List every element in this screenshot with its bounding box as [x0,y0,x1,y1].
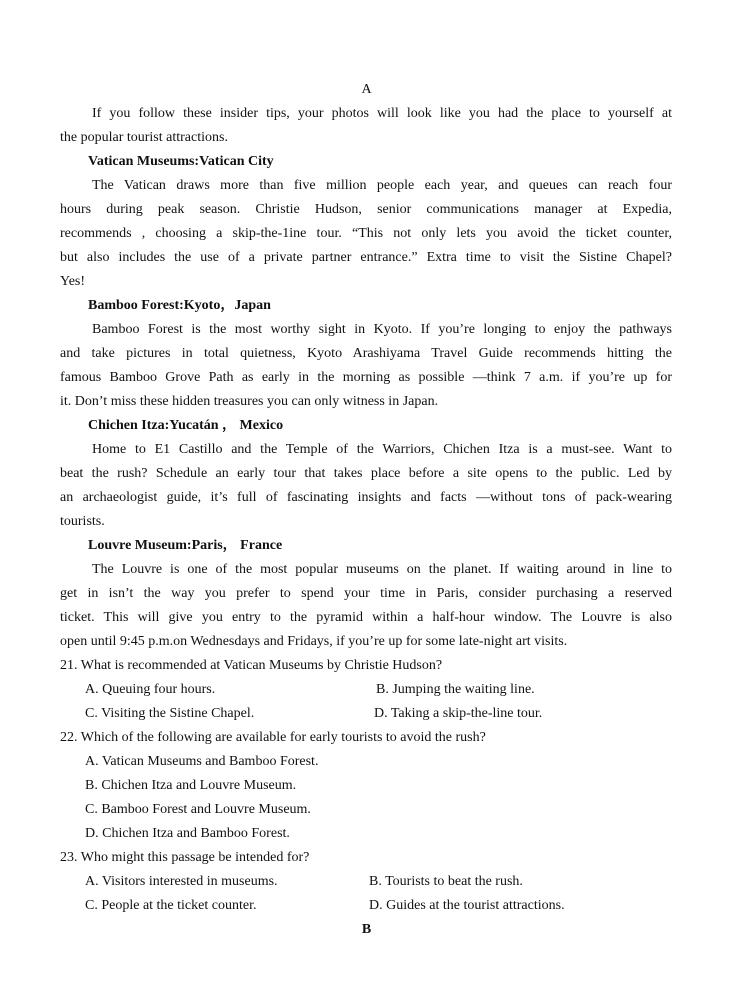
question-23-option-a: A. Visitors interested in museums. [85,874,278,889]
question-23-option-d: D. Guides at the tourist attractions. [369,898,565,913]
question-22-option-d: D. Chichen Itza and Bamboo Forest. [85,826,290,841]
section-a-heading: A [361,82,372,97]
chichen-title: Chichen Itza:Yucatán ， Mexico [88,418,284,433]
question-22-option-b: B. Chichen Itza and Louvre Museum. [85,778,297,793]
chichen-line-2: beat the rush? Schedule an early tour that takes place before a site opens to the public. Led by [60,466,672,481]
bamboo-title: Bamboo Forest:Kyoto，Japan [88,298,271,313]
chichen-line-4: tourists. [60,514,105,529]
vatican-line-2: hours during peak season. Christie Hudson, senior communications manager at Expedia, [60,202,672,217]
intro-line-1: If you follow these insider tips, your photos will look like you had the place to yourself at [92,106,672,121]
question-21-stem: 21. What is recommended at Vatican Museums by Christie Hudson? [60,658,443,673]
question-22-option-c: C. Bamboo Forest and Louvre Museum. [85,802,311,817]
question-22-option-a: A. Vatican Museums and Bamboo Forest. [85,754,319,769]
louvre-line-3: ticket. This will give you entry to the pyramid within a half-hour window. The Louvre is also [60,610,672,625]
chichen-line-3: an archaeologist guide, it’s full of fascinating insights and facts —without tons of pack-wearing [60,490,672,505]
bamboo-line-2: and take pictures in total quietness, Kyoto Arashiyama Travel Guide recommends hitting the [60,346,672,361]
question-23-option-b: B. Tourists to beat the rush. [369,874,523,889]
bamboo-line-1: Bamboo Forest is the most worthy sight in Kyoto. If you’re longing to enjoy the pathways [92,322,672,337]
louvre-title: Louvre Museum:Paris， France [88,538,283,553]
louvre-line-4: open until 9:45 p.m.on Wednesdays and Fridays, if you’re up for some late-night art visits. [60,634,568,649]
vatican-title: Vatican Museums:Vatican City [88,154,274,169]
question-21-option-b: B. Jumping the waiting line. [376,682,535,697]
bamboo-line-4: it. Don’t miss these hidden treasures you can only witness in Japan. [60,394,439,409]
chichen-line-1: Home to E1 Castillo and the Temple of the Warriors, Chichen Itza is a must-see. Want to [92,442,672,457]
question-21-option-c: C. Visiting the Sistine Chapel. [85,706,255,721]
louvre-line-2: get in isn’t the way you prefer to spend your time in Paris, consider purchasing a reserved [60,586,672,601]
intro-line-2: the popular tourist attractions. [60,130,228,145]
louvre-line-1: The Louvre is one of the most popular museums on the planet. If waiting around in line to [92,562,672,577]
question-21-option-a: A. Queuing four hours. [85,682,216,697]
vatican-line-5: Yes! [60,274,86,289]
question-23-option-c: C. People at the ticket counter. [85,898,257,913]
vatican-line-1: The Vatican draws more than five million people each year, and queues can reach four [92,178,672,193]
section-b-heading: B [361,922,372,937]
question-23-stem: 23. Who might this passage be intended for? [60,850,310,865]
vatican-line-4: but also includes the use of a private partner entrance.” Extra time to visit the Sistine Chapel? [60,250,672,265]
bamboo-line-3: famous Bamboo Grove Path as early in the morning as possible —think 7 a.m. if you’re up for [60,370,672,385]
question-21-option-d: D. Taking a skip-the-line tour. [374,706,543,721]
vatican-line-3: recommends , choosing a skip-the-1ine tour. “This not only lets you avoid the ticket counter, [60,226,672,241]
question-22-stem: 22. Which of the following are available for early tourists to avoid the rush? [60,730,486,745]
